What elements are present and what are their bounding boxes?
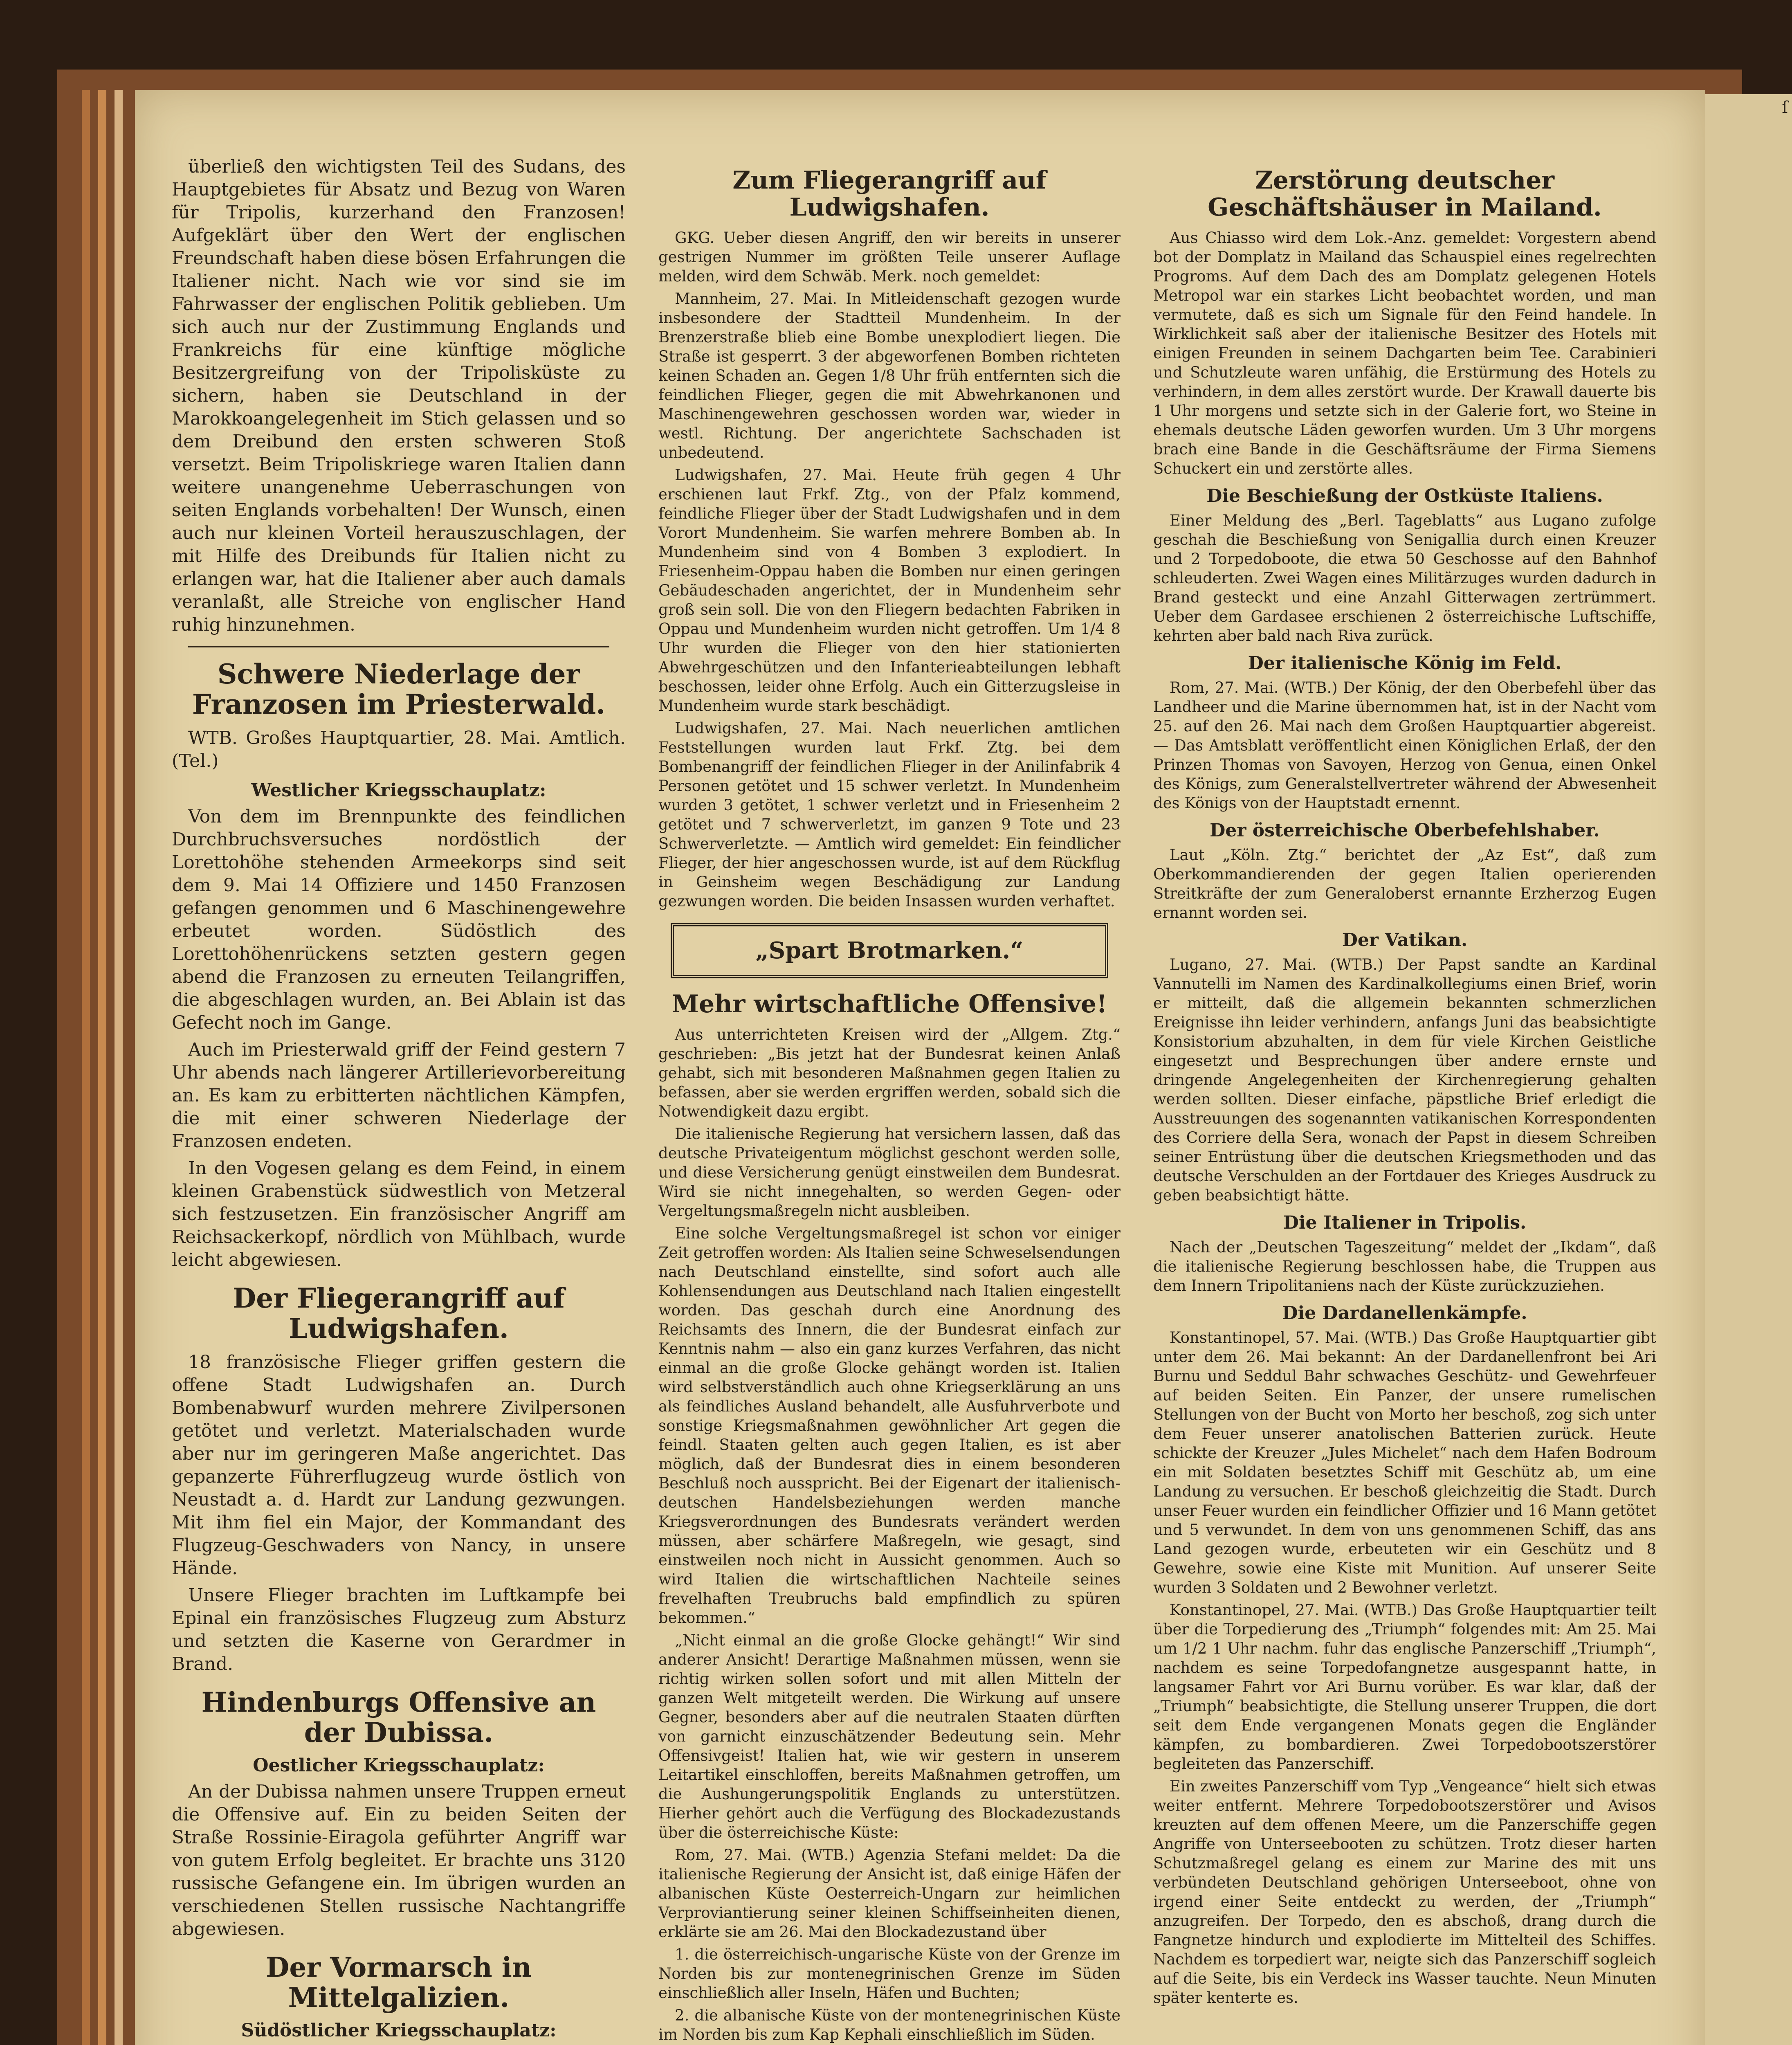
headline-mittelgalizien: Der Vormarsch in Mittelgalizien. [266, 1951, 532, 2014]
paragraph: Auch im Priesterwald griff der Feind gestern 7 Uhr abends nach längerer Artillerievorbereitung an. Es kam zu erbitterten nächtlichen Kämpfen, die mit einer schweren Niederlage der Franzosen endeten. [172, 1039, 626, 1152]
page-edge [98, 90, 106, 2045]
headline-offensive: Mehr wirtschaftliche Offensive! [671, 990, 1107, 1018]
headline-oberbefehlshaber: Der österreichische Oberbefehlshaber. [1210, 820, 1600, 841]
headline-dubissa: Hindenburgs Offensive an der Dubissa. [201, 1686, 596, 1748]
newspaper-page [135, 90, 1705, 2045]
paragraph: Ludwigshafen, 27. Mai. Nach neuerlichen amtlichen Feststellungen wurden laut Frkf. Ztg. bei dem Bombenangriff der feindlichen Flieger in der Anilinfabrik 4 Personen getötet und 15 schwer verletzt. In Mundenheim wurden 3 getötet, 1 schwer verletzt und in Friesenheim 2 getötet und 7 schwerverletzt, im ganzen 9 Tote und 23 Schwerverletzte. — Amtlich wird gemeldet: Ein feindlicher Flieger, der hier angeschossen wurde, ist auf dem Rückflug in Geinsheim wegen Beschädigung zur Landung gezwungen worden. Die beiden Insassen wurden verhaftet. [658, 719, 1121, 910]
dateline: WTB. Großes Hauptquartier, 28. Mai. Amtlich. (Tel.) [172, 728, 626, 771]
headline-priesterwald: Schwere Niederlage der Franzosen im Priesterwald. [192, 658, 606, 720]
paragraph: Rom, 27. Mai. (WTB.) Der König, der den Oberbefehl über das Landheer und die Marine übernommen hat, ist in der Nacht vom 25. auf den 26. Mai nach dem Großen Hauptquartier abgereist. — Das Amtsblatt veröffentlicht einen Königlichen Erlaß, der den Prinzen Thomas von Savoyen, Herzog von Genua, einen Onkel des Königs, zum Generalstellvertreter während der Abwesenheit des Königs von der Hauptstadt ernennt. [1153, 679, 1656, 812]
paragraph: Unsere Flieger brachten im Luftkampfe bei Epinal ein französisches Flugzeug zum Absturz und setzten die Kaserne von Gerardmer in Brand. [172, 1585, 626, 1674]
headline-tripolis: Die Italiener in Tripolis. [1283, 1212, 1527, 1233]
paragraph: Rom, 27. Mai. (WTB.) Agenzia Stefani meldet: Da die italienische Regierung der Ansicht ist, daß einige Häfen der albanischen Küste Oesterreich-Ungarn zur heimlichen Verproviantierung seiner kleinen Schiffseinheiten dienen, erklärte sie am 26. Mai den Blockadezustand über [658, 1846, 1121, 1941]
column-1 [172, 155, 626, 2045]
divider [188, 646, 609, 647]
page-edge [115, 90, 123, 2045]
headline-zum-fliegerangriff: Zum Fliegerangriff auf Ludwigshafen. [732, 166, 1046, 222]
paragraph: Die italienische Regierung hat versichern lassen, daß das deutsche Privateigentum möglichst geschont werden solle, und diese Versicherung genügt einstweilen dem Bundesrat. Wird sie nicht innegehalten, so werden Gegen- oder Vergeltungsmaßregeln nicht ausbleiben. [658, 1125, 1121, 1220]
paragraph: An der Dubissa nahmen unsere Truppen erneut die Offensive auf. Ein zu beiden Seiten der Straße Rossinie-Eiragola geführter Angriff war von gutem Erfolg begleitet. Er brachte uns 3120 russische Gefangene ein. Im übrigen wurden an verschiedenen Stellen russische Nachtangriffe abgewiesen. [172, 1781, 626, 1939]
page-edge [82, 90, 90, 2045]
paragraph: GKG. Ueber diesen Angriff, den wir bereits in unserer gestrigen Nummer im größten Teile unserer Auflage melden, wird dem Schwäb. Merk. noch gemeldet: [658, 229, 1121, 285]
list-item: 1. die österreichisch-ungarische Küste von der Grenze im Norden bis zur montenegrinischen Grenze im Süden einschließlich aller Inseln, Häfen und Buchten; [658, 1946, 1121, 2002]
boxed-notice: „Spart Brotmarken.“ [671, 923, 1108, 978]
paragraph: Von dem im Brennpunkte des feindlichen Durchbruchsversuches nordöstlich der Lorettohöhe stehenden Armeekorps sind seit dem 9. Mai 14 Offiziere und 1450 Franzosen gefangen genommen und 6 Maschinengewehre erbeutet worden. Südöstlich des Lorettohöhenrückens setzten gestern gegen abend die Franzosen zu erneuten Teilangriffen, die abgeschlagen wurden, an. Bei Ablain ist das Gefecht noch im Gange. [172, 806, 626, 1033]
paragraph: Laut „Köln. Ztg.“ berichtet der „Az Est“, daß zum Oberkommandierenden der gegen Italien operierenden Streitkräfte der zum Generaloberst ernannte Erzherzog Eugen ernannt worden sei. [1153, 846, 1656, 921]
paragraph: Lugano, 27. Mai. (WTB.) Der Papst sandte an Kardinal Vannutelli im Namen des Kardinalkollegiums einen Brief, worin er mitteilt, daß die allgemein bekannten schmerzlichen Ereignisse ihn leider verhindern, anfangs Juni das beabsichtigte Konsistorium abzuhalten, in dem für viele Kirchen Geistliche eingesetzt und Besprechungen über andere ernste und dringende Angelegenheiten der Kirchenregierung gehalten werden sollten. Dieser einfache, päpstliche Brief erledigt die Ausstreuungen des sogenannten vatikanischen Korrespondenten des Corriere della Sera, wonach der Papst in diesem Schreiben seiner Entrüstung über die deutschen Kriegsmethoden und das deutsche Verschulden an der Fortdauer des Krieges Ausdruck zu geben beabsichtigt hätte. [1153, 956, 1656, 1204]
headline-ostkueste: Die Beschießung der Ostküste Italiens. [1206, 485, 1603, 506]
column-3 [1153, 155, 1656, 2011]
next-page-text: ſ [1782, 98, 1788, 117]
headline-fliegerangriff: Der Fliegerangriff auf Ludwigshafen. [233, 1282, 565, 1344]
paragraph: Ludwigshafen, 27. Mai. Heute früh gegen 4 Uhr erschienen laut Frkf. Ztg., von der Pfalz kommend, feindliche Flieger über der Stadt Ludwigshafen und in dem Vorort Mundenheim. Sie warfen mehrere Bomben ab. In Mundenheim sind von 4 Bomben 3 explodiert. In Friesenheim-Oppau haben die Bomben nur einen geringen Gebäudeschaden angerichtet, der in Mundenheim sehr groß sein soll. Die von den Fliegern bedachten Fabriken in Oppau und Mundenheim wurden nicht getroffen. Um 1/4 8 Uhr wurden die Flieger von den hier stationierten Abwehrgeschützen und den Infanterieabteilungen lebhaft beschossen, leider ohne Erfolg. Auch ein Gitterzugsleise in Mundenheim wurde stark beschädigt. [658, 466, 1121, 715]
paragraph: „Nicht einmal an die große Glocke gehängt!“ Wir sind anderer Ansicht! Derartige Maßnahmen müssen, wenn sie richtig wirken sollen sofort und mit allen Mitteln der ganzen Welt mitgeteilt werden. Die Wirkung auf unsere Gegner, besonders aber auf die neutralen Staaten dürften von garnicht einzuschätzender Bedeutung sein. Mehr Offensivgeist! Italien hat, wie wir gestern in unserem Leitartikel einschloffen, bereits Maßnahmen getroffen, um die Aushungerungspolitik Englands zu unterstützen. Hierher gehört auch die Verfügung des Blockadezustands über die österreichische Küste: [658, 1632, 1121, 1841]
subhead-ost: Oestlicher Kriegsschauplatz: [253, 1755, 545, 1776]
column-2 [658, 155, 1121, 2045]
paragraph: Konstantinopel, 57. Mai. (WTB.) Das Große Hauptquartier gibt unter dem 26. Mai bekannt: An der Dardanellenfront bei Ari Burnu und Seddul Bahr schwaches Geschütz- und Gewehrfeuer auf beiden Seiten. Ein Panzer, der unsere rumelischen Stellungen von der Bucht von Morto her beschoß, zog sich unter dem Feuer unserer anatolischen Batterien zurück. Heute schickte der Kreuzer „Jules Michelet“ nach dem Hafen Bodroum ein mit Soldaten besetztes Schiff mit Geschütz ab, um eine Landung zu versuchen. Er beschoß gleichzeitig die Stadt. Durch unser Feuer wurden ein feindlicher Offizier und 16 Mann getötet und 5 verwundet. In dem von uns genommenen Schiff, das ans Land gezogen wurde, erbeuteten wir ein Geschütz und 8 Gewehre, sowie eine Kiste mit Munition. Auf unserer Seite wurden 3 Soldaten und 2 Bewohner verletzt. [1153, 1329, 1656, 1596]
intro-paragraph: überließ den wichtigsten Teil des Sudans, des Hauptgebietes für Absatz und Bezug von Waren für Tripolis, kurzerhand den Franzosen! Aufgeklärt über den Wert der englischen Freundschaft haben diese bösen Erfahrungen die Italiener nicht. Nach wie vor sind sie im Fahrwasser der englischen Politik geblieben. Um sich auch nur der Zustimmung Englands und Frankreichs für eine künftige mögliche Besitzergreifung von der Tripolisküste zu sichern, haben sie Deutschland in der Marokkoangelegenheit im Stich gelassen und so dem Dreibund den ersten schweren Stoß versetzt. Beim Tripoliskriege waren Italien dann weitere unangenehme Ueberraschungen von seiten Englands vorbehalten! Der Wunsch, einen auch nur kleinen Vorteil herauszuschlagen, der mit Hilfe des Dreibunds für Italien nicht zu erlangen war, hat die Italiener aber auch damals veranlaßt, alle Streiche von englischer Hand ruhig hinzunehmen. [172, 156, 626, 635]
headline-vatikan: Der Vatikan. [1342, 930, 1468, 951]
paragraph: Aus unterrichteten Kreisen wird der „Allgem. Ztg.“ geschrieben: „Bis jetzt hat der Bundesrat keinen Anlaß gehabt, sich mit besonderen Maßnahmen gegen Italien zu befassen, aber sie werden ergriffen werden, sobald sich die Notwendigkeit dazu ergibt. [658, 1026, 1121, 1120]
headline-koenig: Der italienische König im Feld. [1248, 653, 1562, 674]
headline-mailand: Zerstörung deutscher Geschäftshäuser in Mailand. [1208, 166, 1602, 222]
paragraph: In den Vogesen gelang es dem Feind, in einem kleinen Grabenstück südwestlich von Metzeral sich festzusetzen. Ein französischer Angriff am Reichsackerkopf, nördlich von Mühlbach, wurde leicht abgewiesen. [172, 1158, 626, 1270]
subhead-west: Westlicher Kriegsschauplatz: [251, 780, 546, 801]
paragraph: Aus Chiasso wird dem Lok.-Anz. gemeldet: Vorgestern abend bot der Domplatz in Mailand das Schauspiel eines regelrechten Progroms. Auf dem Dach des am Domplatz gelegenen Hotels Metropol war ein starkes Licht beobachtet worden, und man vermutete, daß es sich um Signale für den Feind handele. In Wirklichkeit saß aber der italienische Besitzer des Hotels mit einigen Freunden in seinem Dachgarten beim Tee. Carabinieri und Schutzleute waren unfähig, die Erstürmung des Hotels zu verhindern, in dem alles zerstört wurde. Der Krawall dauerte bis 1 Uhr morgens und setzte sich in der Galerie fort, wo Steine in ehemals deutsche Läden geworfen wurden. Um 3 Uhr morgens brach eine Bande in die Geschäftsräume der Firma Siemens Schuckert ein und zerstörte alles. [1153, 229, 1656, 477]
paragraph: Nach der „Deutschen Tageszeitung“ meldet der „Ikdam“, daß die italienische Regierung beschlossen habe, die Truppen aus dem Innern Tripolitaniens nach der Küste zurückzuziehen. [1153, 1238, 1656, 1294]
paragraph: Konstantinopel, 27. Mai. (WTB.) Das Große Hauptquartier teilt über die Torpedierung des „Triumph“ folgendes mit: Am 25. Mai um 1/2 1 Uhr nachm. fuhr das englische Panzerschiff „Triumph“, nachdem es seine Torpedofangnetze ausgespannt hatte, in langsamer Fahrt vor Ari Burnu vorüber. Es war klar, daß der „Triumph“ beabsichtigte, die Stellung unserer Truppen, die dort seit dem Ende vergangenen Monats gegen die Engländer kämpfen, zu bombardieren. Zwei Torpedobootszerstörer begleiteten das Panzerschiff. [1153, 1601, 1656, 1773]
paragraph: Ein zweites Panzerschiff vom Typ „Vengeance“ hielt sich etwas weiter entfernt. Mehrere Torpedobootszerstörer und Avisos kreuzten auf dem offenen Meere, um die Panzerschiffe gegen Angriffe von Unterseebooten zu schützen. Trotz dieser harten Schutzmaßregel gelang es einem zur Marine des mit uns verbündeten Deutschland gehörigen Unterseeboot, ohne von irgend einer Seite entdeckt zu werden, der „Triumph“ anzugreifen. Der Torpedo, den es abschoß, drang durch die Fangnetze hindurch und explodierte im Mittelteil des Schiffes. Nachdem es torpediert war, neigte sich das Panzerschiff sogleich auf die Seite, bis ein Verdeck ins Wasser tauchte. Neun Minuten später kenterte es. [1153, 1778, 1656, 2007]
paragraph: 18 französische Flieger griffen gestern die offene Stadt Ludwigshafen an. Durch Bombenabwurf wurden mehrere Zivilpersonen getötet und verletzt. Materialschaden wurde aber nur im geringeren Maße angerichtet. Das gepanzerte Führerflugzeug wurde östlich von Neustadt a. d. Hardt zur Landung gezwungen. Mit ihm fiel ein Major, der Kommandant des Flugzeug-Geschwaders von Nancy, in unsere Hände. [172, 1352, 626, 1579]
next-page-edge [1705, 94, 1792, 2045]
paragraph: Eine solche Vergeltungsmaßregel ist schon vor einiger Zeit getroffen worden: Als Italien seine Schweselsendungen nach Deutschland einstellte, sind sofort auch alle Kohlensendungen aus Deutschland nach Italien eingestellt worden. Das geschah durch eine Anordnung des Reichsamts des Innern, die der Bundesrat einfach zur Kenntnis nahm — also ein ganz kurzes Verfahren, das nicht einmal an die große Glocke gehängt worden ist. Italien wird selbstverständlich auch ohne Kriegserklärung an uns als feindliches Ausland behandelt, alle Ausfuhrverbote und sonstige Kriegsmaßnahmen gewöhnlicher Art gegen die feindl. Staaten gelten auch gegen Italien, es ist aber möglich, daß der Bundesrat dies in einem besonderen Beschluß noch ausspricht. Bei der Eigenart der italienisch-deutschen Handelsbeziehungen werden manche Kriegsverordnungen des Bundesrats verändert werden müssen, aber schärfere Maßregeln, wie gesagt, sind einstweilen noch nicht in Aussicht genommen. Auch so wird Italien die wirtschaftlichen Nachteile seines frevelhaften Treubruchs bald empfindlich zu spüren bekommen.“ [658, 1225, 1121, 1627]
paragraph: Einer Meldung des „Berl. Tageblatts“ aus Lugano zufolge geschah die Beschießung von Senigallia durch einen Kreuzer und 2 Torpedoboote, die etwa 50 Geschosse auf den Bahnhof schleuderten. Zwei Wagen eines Militärzuges wurden dadurch in Brand gesteckt und eine Anzahl Gitterwagen zertrümmert. Ueber dem Gardasee erschienen 2 österreichische Luftschiffe, kehrten aber bald nach Riva zurück. [1153, 512, 1656, 645]
headline-dardanellen: Die Dardanellenkämpfe. [1282, 1303, 1527, 1324]
paragraph: Mannheim, 27. Mai. In Mitleidenschaft gezogen wurde insbesondere der Stadtteil Mundenheim. In der Brenzerstraße blieb eine Bombe unexplodiert liegen. Die Straße ist gesperrt. 3 der abgeworfenen Bomben richteten keinen Schaden an. Gegen 1/8 Uhr früh entfernten sich die feindlichen Flieger, gegen die mit Abwehrkanonen und Maschinengewehren geschossen worden war, wieder in westl. Richtung. Der angerichtete Sachschaden ist unbedeutend. [658, 290, 1121, 461]
subhead-suedost: Südöstlicher Kriegsschauplatz: [241, 2020, 557, 2041]
list-item: 2. die albanische Küste von der montenegrinischen Küste im Norden bis zum Kap Kephali einschließlich im Süden. [658, 2007, 1121, 2043]
